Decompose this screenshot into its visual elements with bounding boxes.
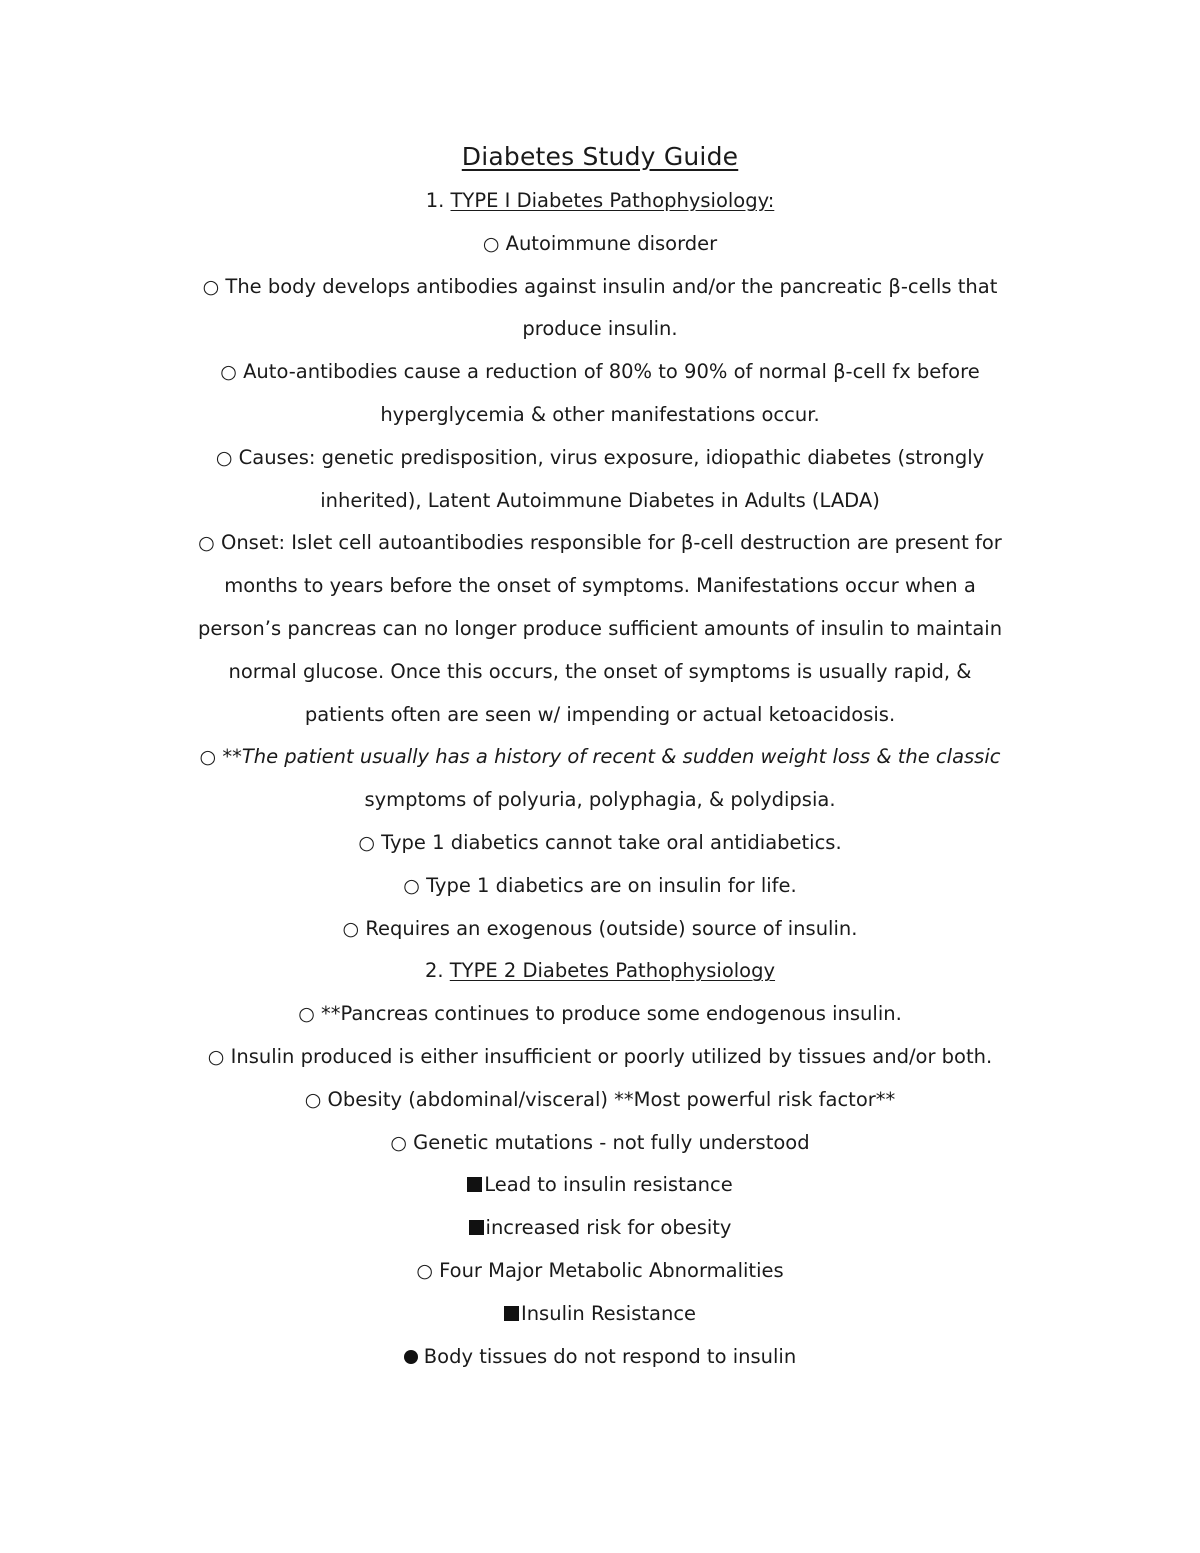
circle-bullet-icon: ○	[358, 831, 375, 854]
sub-sub-list-item: Body tissues do not respond to insulin	[150, 1336, 1050, 1379]
section-heading-text: TYPE 2 Diabetes Pathophysiology	[449, 959, 776, 983]
filled-square-icon	[469, 1220, 484, 1235]
circle-bullet-icon: ○	[390, 1131, 407, 1154]
sub-list-item: increased risk for obesity	[150, 1207, 1050, 1250]
list-item: ○ Autoimmune disorder	[150, 223, 1050, 266]
list-item-continuation: symptoms of polyuria, polyphagia, & polydipsia.	[364, 788, 836, 812]
circle-bullet-icon: ○	[342, 917, 360, 940]
list-item: ○ Causes: genetic predisposition, virus exposure, idiopathic diabetes (strongly	[150, 437, 1050, 480]
circle-bullet-icon: ○	[298, 1003, 315, 1026]
list-item-continuation: hyperglycemia & other manifestations occur.	[380, 402, 820, 426]
circle-bullet-icon: ○	[403, 874, 420, 897]
list-item: ○ **The patient usually has a history of recent & sudden weight loss & the classic	[150, 736, 1050, 779]
list-item: ○ The body develops antibodies against insulin and/or the pancreatic β-cells that	[150, 266, 1050, 309]
document-page	[150, 134, 1050, 1378]
list-item: ○ Genetic mutations - not fully understood	[150, 1122, 1050, 1165]
circle-bullet-icon: ○	[416, 1259, 433, 1282]
section-heading-type2	[150, 950, 1050, 993]
list-item: ○ Four Major Metabolic Abnormalities	[150, 1250, 1050, 1293]
list-item: ○ Type 1 diabetics are on insulin for life.	[150, 865, 1050, 908]
list-item-continuation: patients often are seen w/ impending or actual ketoacidosis.	[304, 702, 896, 726]
circle-bullet-icon: ○	[198, 532, 215, 555]
page-title: Diabetes Study Guide	[461, 142, 739, 171]
filled-square-icon	[504, 1306, 519, 1321]
circle-bullet-icon: ○	[304, 1088, 322, 1111]
list-item: ○ Auto-antibodies cause a reduction of 80% to 90% of normal β-cell fx before	[150, 351, 1050, 394]
list-item: ○ Insulin produced is either insufficient or poorly utilized by tissues and/or both.	[150, 1036, 1050, 1079]
circle-bullet-icon: ○	[207, 1045, 225, 1068]
list-item: ○ Type 1 diabetics cannot take oral antidiabetics.	[150, 822, 1050, 865]
sub-list-item: Lead to insulin resistance	[150, 1164, 1050, 1207]
filled-square-icon	[467, 1177, 482, 1192]
list-item: ○ Onset: Islet cell autoantibodies responsible for β-cell destruction are present for	[150, 522, 1050, 565]
sub-list-item: Insulin Resistance	[150, 1293, 1050, 1336]
list-item-continuation: inherited), Latent Autoimmune Diabetes in Adults (LADA)	[320, 488, 880, 512]
section-heading-text: TYPE I Diabetes Pathophysiology:	[450, 189, 775, 212]
section-heading-type1	[150, 180, 1050, 223]
list-item: ○ Obesity (abdominal/visceral) **Most powerful risk factor**	[150, 1079, 1050, 1122]
filled-circle-icon	[404, 1350, 418, 1364]
circle-bullet-icon: ○	[215, 446, 233, 469]
list-item: ○ Requires an exogenous (outside) source of insulin.	[150, 908, 1050, 951]
list-item: ○ **Pancreas continues to produce some endogenous insulin.	[150, 993, 1050, 1036]
circle-bullet-icon: ○	[220, 361, 237, 384]
list-item-continuation: person’s pancreas can no longer produce sufficient amounts of insulin to maintain	[197, 616, 1003, 640]
section-number: 2.	[424, 959, 444, 983]
list-item-continuation: months to years before the onset of symptoms. Manifestations occur when a	[224, 574, 976, 598]
section-number: 1.	[425, 189, 445, 212]
list-item-continuation: normal glucose. Once this occurs, the onset of symptoms is usually rapid, &	[228, 659, 972, 683]
list-item-continuation: produce insulin.	[522, 317, 678, 341]
circle-bullet-icon: ○	[199, 746, 217, 769]
circle-bullet-icon: ○	[482, 232, 500, 255]
circle-bullet-icon: ○	[202, 275, 220, 298]
